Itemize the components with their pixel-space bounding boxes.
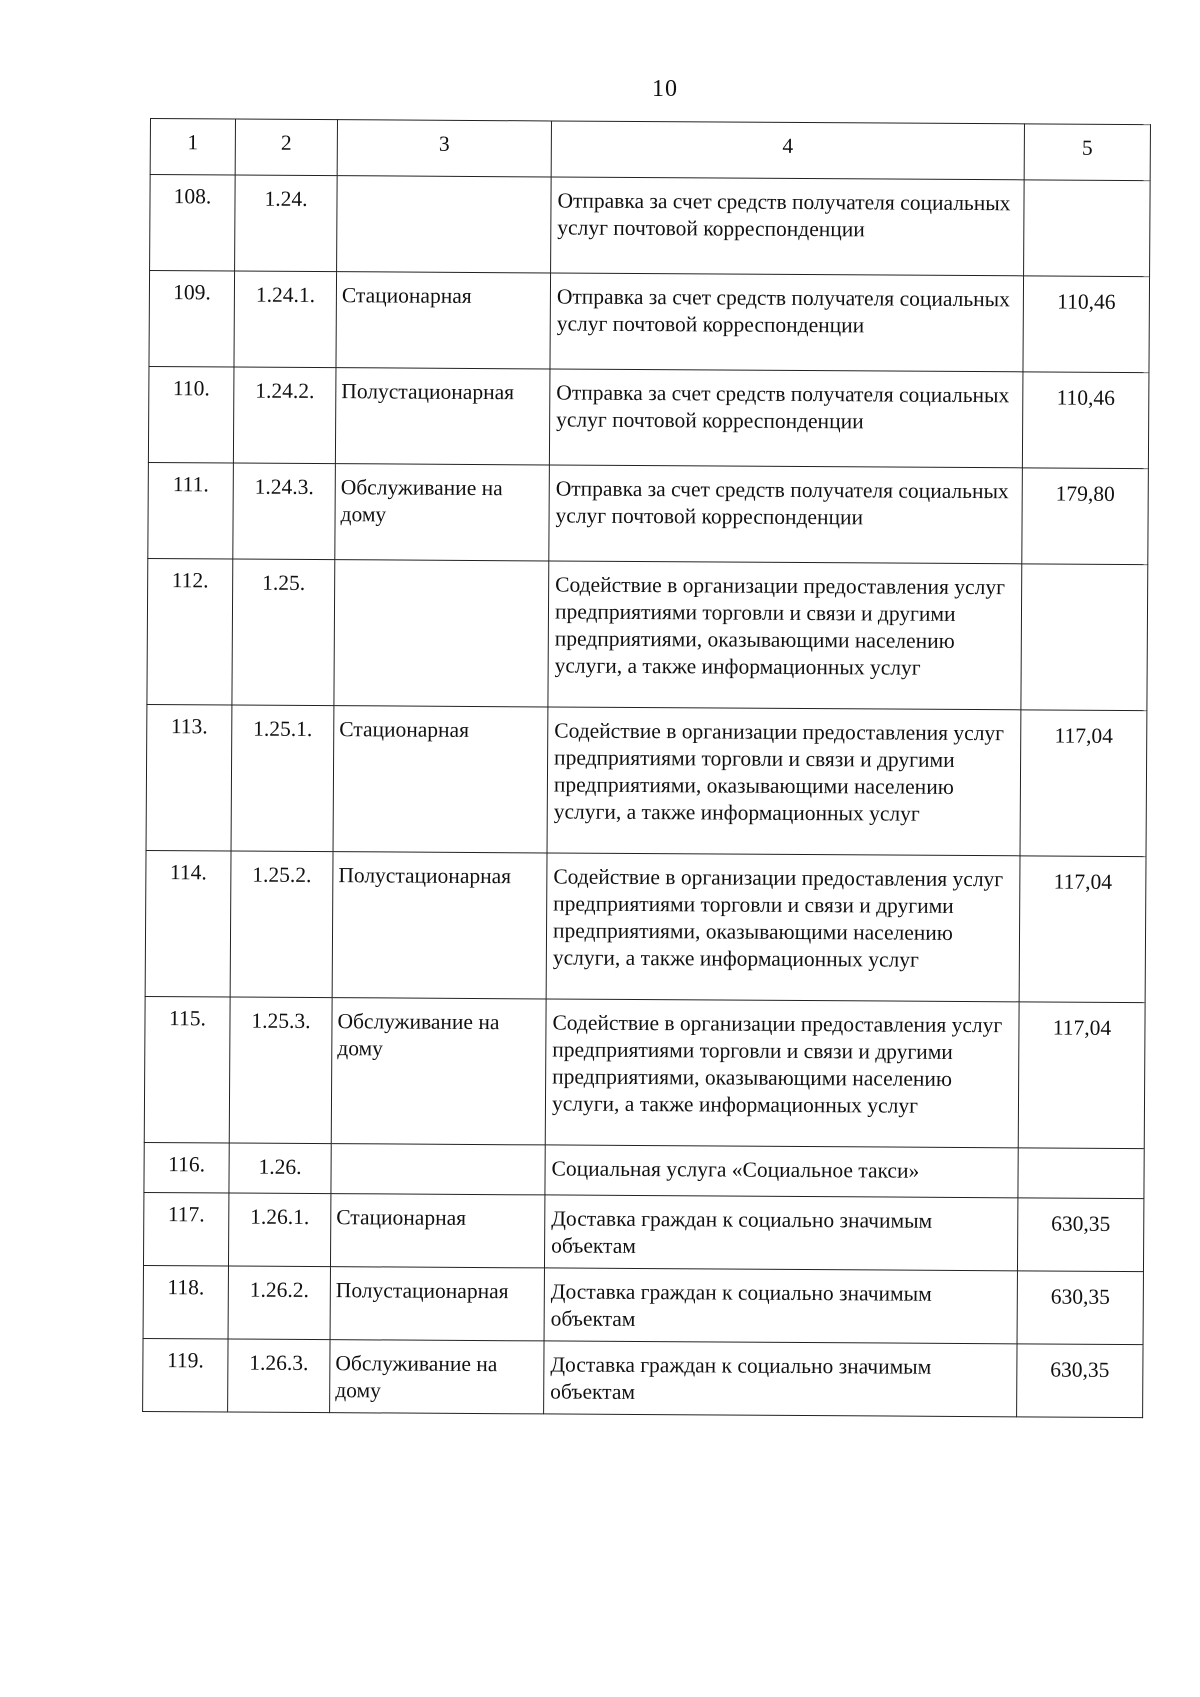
service-form-cell: Обслуживание на дому bbox=[330, 1340, 544, 1414]
price-cell: 110,46 bbox=[1023, 276, 1150, 373]
service-form-cell bbox=[331, 1144, 545, 1195]
row-number-cell: 109. bbox=[149, 271, 235, 368]
row-number-cell: 119. bbox=[143, 1338, 228, 1412]
service-name-cell: Доставка граждан к социально значимым объектам bbox=[544, 1268, 1017, 1344]
service-name-cell: Содействие в организации предоставления услуг предприятиями торговли и связи и другими предприятиями, оказывающими населению услуги, а также информационных услуг bbox=[547, 707, 1021, 856]
service-form-cell bbox=[337, 176, 552, 273]
service-name-cell: Отправка за счет средств получателя социальных услуг почтовой корреспонденции bbox=[549, 369, 1023, 468]
table-row bbox=[149, 271, 1150, 373]
column-header-5: 5 bbox=[1024, 124, 1150, 181]
service-code-cell: 1.25.1. bbox=[231, 705, 334, 852]
row-number-cell: 116. bbox=[144, 1142, 229, 1193]
service-name-cell: Содействие в организации предоставления услуг предприятиями торговли и связи и другими предприятиями, оказывающими населению услуги, а также информационных услуг bbox=[546, 853, 1020, 1002]
row-number-cell: 115. bbox=[144, 996, 230, 1143]
price-cell: 117,04 bbox=[1020, 710, 1147, 857]
service-code-cell: 1.25.2. bbox=[230, 851, 333, 998]
row-number-cell: 117. bbox=[143, 1192, 228, 1266]
row-number-cell: 112. bbox=[147, 558, 233, 705]
row-number-cell: 113. bbox=[146, 704, 232, 851]
service-name-cell: Содействие в организации предоставления услуг предприятиями торговли и связи и другими предприятиями, оказывающими населению услуги, а также информационных услуг bbox=[548, 561, 1022, 710]
table-header-row bbox=[150, 119, 1150, 181]
service-form-cell: Стационарная bbox=[336, 272, 551, 369]
row-number-cell: 118. bbox=[143, 1265, 228, 1339]
service-name-cell: Доставка граждан к социально значимым объектам bbox=[544, 1195, 1017, 1271]
service-code-cell: 1.24.1. bbox=[234, 271, 337, 368]
table-row bbox=[147, 558, 1148, 710]
row-number-cell: 114. bbox=[145, 850, 231, 997]
table-row bbox=[145, 850, 1146, 1002]
service-code-cell: 1.26. bbox=[229, 1143, 331, 1194]
price-cell: 630,35 bbox=[1017, 1344, 1143, 1418]
price-cell: 117,04 bbox=[1019, 856, 1146, 1003]
column-header-2: 2 bbox=[235, 119, 337, 176]
service-code-cell: 1.24.2. bbox=[233, 367, 336, 464]
page-number: 10 bbox=[652, 76, 678, 102]
service-code-cell: 1.26.2. bbox=[228, 1266, 330, 1340]
column-header-3: 3 bbox=[337, 120, 551, 177]
service-form-cell: Обслуживание на дому bbox=[331, 998, 546, 1145]
table-row bbox=[144, 1142, 1144, 1198]
service-name-cell: Социальная услуга «Социальное такси» bbox=[545, 1145, 1018, 1198]
table-body bbox=[143, 175, 1151, 1418]
table-row bbox=[144, 996, 1145, 1148]
row-number-cell: 108. bbox=[150, 175, 236, 272]
price-cell bbox=[1018, 1148, 1144, 1199]
table-row bbox=[150, 175, 1151, 277]
table-row bbox=[143, 1265, 1143, 1344]
service-name-cell: Отправка за счет средств получателя социальных услуг почтовой корреспонденции bbox=[551, 177, 1025, 276]
table-row bbox=[143, 1338, 1143, 1417]
service-name-cell: Отправка за счет средств получателя социальных услуг почтовой корреспонденции bbox=[549, 465, 1023, 564]
service-form-cell: Стационарная bbox=[330, 1194, 544, 1268]
table-row bbox=[148, 366, 1149, 468]
service-form-cell: Стационарная bbox=[333, 706, 548, 853]
table-row bbox=[148, 462, 1149, 564]
service-form-cell: Полустационарная bbox=[332, 852, 547, 999]
service-code-cell: 1.24.3. bbox=[233, 463, 336, 560]
service-code-cell: 1.24. bbox=[235, 175, 338, 272]
service-form-cell: Полустационарная bbox=[330, 1267, 544, 1341]
tariff-table bbox=[142, 118, 1151, 1418]
price-cell: 179,80 bbox=[1022, 468, 1149, 565]
price-cell bbox=[1024, 180, 1151, 277]
table-row bbox=[143, 1192, 1143, 1271]
service-code-cell: 1.26.3. bbox=[228, 1339, 330, 1413]
service-name-cell: Отправка за счет средств получателя социальных услуг почтовой корреспонденции bbox=[550, 273, 1024, 372]
service-code-cell: 1.26.1. bbox=[228, 1193, 330, 1267]
row-number-cell: 110. bbox=[148, 366, 234, 463]
price-cell: 630,35 bbox=[1017, 1271, 1143, 1345]
service-name-cell: Доставка граждан к социально значимым объектам bbox=[544, 1341, 1017, 1417]
price-cell: 110,46 bbox=[1022, 372, 1149, 469]
column-header-4: 4 bbox=[551, 121, 1024, 180]
table-row bbox=[146, 704, 1147, 856]
service-code-cell: 1.25. bbox=[232, 559, 335, 706]
row-number-cell: 111. bbox=[148, 462, 234, 559]
service-code-cell: 1.25.3. bbox=[229, 997, 332, 1144]
service-form-cell: Обслуживание на дому bbox=[335, 464, 550, 561]
service-form-cell: Полустационарная bbox=[335, 368, 550, 465]
price-cell: 117,04 bbox=[1018, 1002, 1145, 1149]
service-form-cell bbox=[334, 560, 549, 707]
price-cell bbox=[1021, 564, 1148, 711]
service-name-cell: Содействие в организации предоставления услуг предприятиями торговли и связи и другими предприятиями, оказывающими населению услуги, а также информационных услуг bbox=[545, 999, 1019, 1148]
column-header-1: 1 bbox=[150, 119, 235, 176]
price-cell: 630,35 bbox=[1017, 1198, 1143, 1272]
